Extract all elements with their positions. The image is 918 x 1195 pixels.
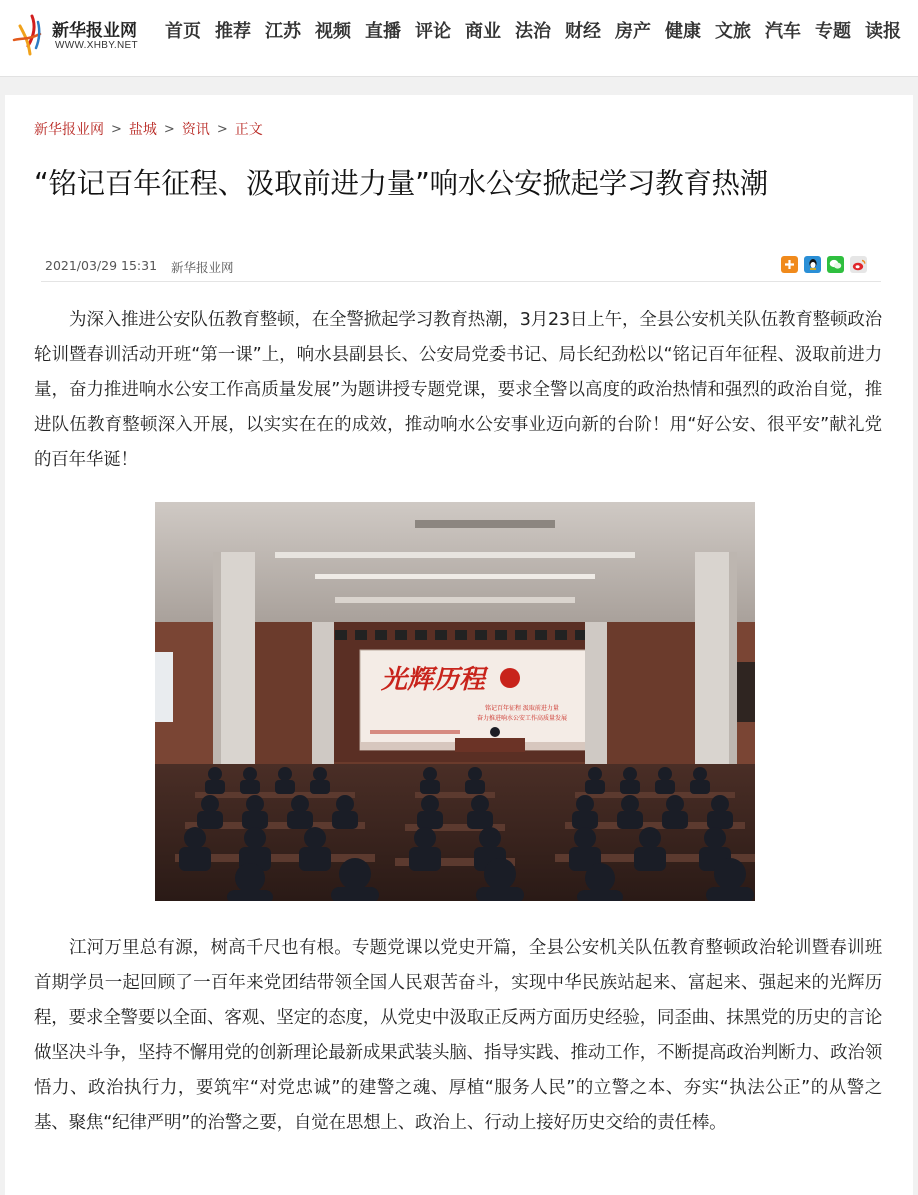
logo-text: 新华报业网 xyxy=(52,21,137,41)
article-source: 新华报业网 xyxy=(171,260,234,275)
breadcrumb-separator: > xyxy=(163,121,175,137)
breadcrumb-separator: > xyxy=(216,121,228,137)
breadcrumb-item-article[interactable]: 正文 xyxy=(234,122,263,138)
nav-item-live[interactable]: 直播 xyxy=(365,21,401,42)
wechat-icon[interactable] xyxy=(827,256,844,273)
nav-item-law[interactable]: 法治 xyxy=(515,21,551,42)
nav-item-jiangsu[interactable]: 江苏 xyxy=(265,21,301,42)
article-photo xyxy=(155,502,755,901)
article-paragraph: 为深入推进公安队伍教育整顿，在全警掀起学习教育热潮，3月23日上午，全县公安机关队伍教育整顿政治轮训暨春训活动开班“第一课”上，响水县副县长、公安局党委书记、局长纪劲松以“铭记百年征程、汲取前进力量，奋力推进响水公安工作高质量发展”为题讲授专题党课，要求全警以高度的政治热情和强烈的政治自觉，推进队伍教育整顿深入开展，以实实在在的成效，推动响水公安事业迈向新的台阶！用“好公安、很平安”献礼党的百年华诞！ xyxy=(34,310,882,470)
nav-item-comment[interactable]: 评论 xyxy=(415,21,451,42)
site-logo[interactable] xyxy=(10,10,150,62)
nav-item-culture-travel[interactable]: 文旅 xyxy=(715,21,751,42)
breadcrumb-item-site[interactable]: 新华报业网 xyxy=(34,122,104,138)
share-bar xyxy=(775,256,867,273)
nav-item-home[interactable]: 首页 xyxy=(165,21,201,42)
article-meta xyxy=(41,247,881,282)
top-header xyxy=(0,0,918,77)
breadcrumb xyxy=(34,119,263,139)
weibo-icon[interactable] xyxy=(850,256,867,273)
nav-item-realestate[interactable]: 房产 xyxy=(615,21,651,42)
banner-caption-line1: 铭记百年征程 汲取前进力量 xyxy=(485,705,559,712)
logo-mark-icon xyxy=(10,12,50,58)
qq-icon[interactable] xyxy=(804,256,821,273)
article-title: “铭记百年征程、汲取前进力量”响水公安掀起学习教育热潮 xyxy=(34,167,768,200)
lecture-hall-photo xyxy=(155,502,755,901)
banner-title: 光辉历程 xyxy=(381,665,486,695)
banner-caption-line2: 奋力推进响水公安工作高质量发展 xyxy=(477,715,568,722)
logo-url-text: WWW.XHBY.NET xyxy=(55,40,138,51)
breadcrumb-item-news[interactable]: 资讯 xyxy=(181,122,210,138)
share-plus-icon[interactable] xyxy=(781,256,798,273)
nav-item-auto[interactable]: 汽车 xyxy=(765,21,801,42)
breadcrumb-separator: > xyxy=(111,121,122,137)
nav-item-recommend[interactable]: 推荐 xyxy=(215,21,251,42)
publish-date: 2021/03/29 15:31 xyxy=(45,258,158,273)
nav-item-business[interactable]: 商业 xyxy=(465,21,501,42)
article-container xyxy=(5,95,913,1195)
nav-item-health[interactable]: 健康 xyxy=(665,21,701,42)
main-nav xyxy=(165,18,915,46)
nav-item-finance[interactable]: 财经 xyxy=(565,21,601,42)
breadcrumb-item-yancheng[interactable]: 盐城 xyxy=(128,122,157,138)
nav-item-video[interactable]: 视频 xyxy=(315,21,351,42)
article-paragraph: 江河万里总有源，树高千尺也有根。专题党课以党史开篇，全县公安机关队伍教育整顿政治轮训暨春训班首期学员一起回顾了一百年来党团结带领全国人民艰苦奋斗，实现中华民族站起来、富起来、强起来的光辉历程，要求全警要以全面、客观、坚定的态度，从党史中汲取正反两方面历史经验，同歪曲、抹黑党的历史的言论做坚决斗争，坚持不懈用党的创新理论最新成果武装头脑、指导实践、推动工作，不断提高政治判断力、政治领悟力、政治执行力，要筑牢“对党忠诚”的建警之魂、厚植“服务人民”的立警之本、夯实“执法公正”的从警之基、聚焦“纪律严明”的治警之要，自觉在思想上、政治上、行动上接好历史交给的责任棒。 xyxy=(34,938,882,1133)
nav-item-epaper[interactable]: 读报 xyxy=(865,21,901,42)
nav-item-topics[interactable]: 专题 xyxy=(815,21,851,42)
